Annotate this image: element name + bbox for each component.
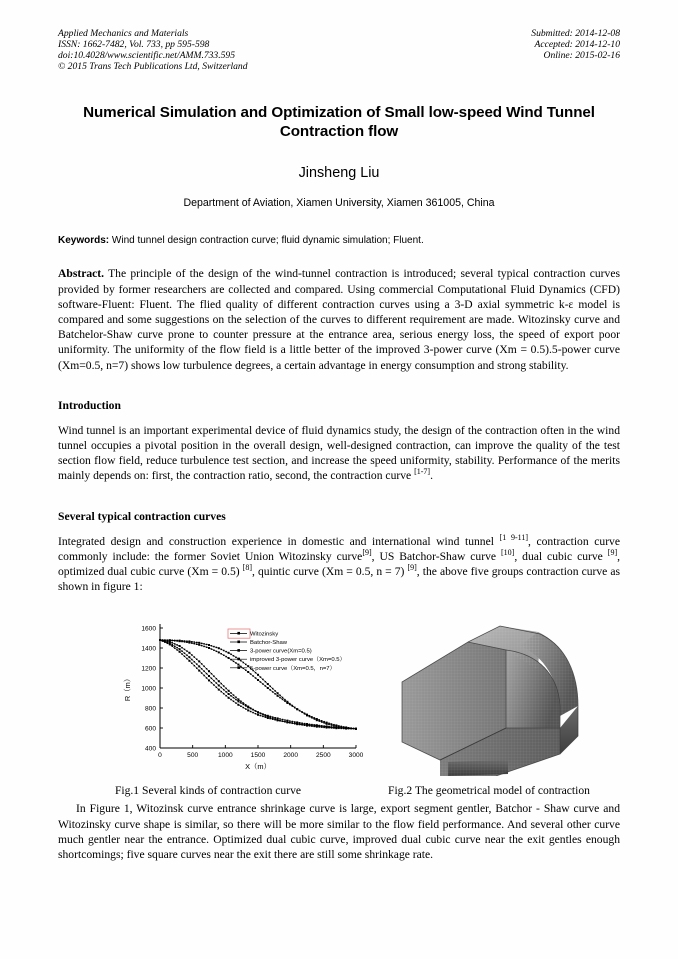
contraction-curve-chart (118, 608, 366, 776)
figure-captions (58, 784, 620, 797)
masthead-left (58, 28, 248, 72)
page-title: Numerical Simulation and Optimization of Small low-speed Wind Tunnel Contraction flow (83, 104, 595, 141)
copyright-line: © 2015 Trans Tech Publications Ltd, Switzerland (58, 61, 248, 73)
doi-line: doi:10.4028/www.scientific.net/AMM.733.595 (58, 50, 236, 62)
geometry-model-image (388, 610, 598, 776)
masthead-right (531, 28, 620, 61)
abstract-label: Abstract. (58, 267, 105, 281)
y-tick-label: 600 (144, 725, 156, 733)
x-tick-label: 500 (187, 752, 199, 760)
x-tick-label: 0 (158, 752, 162, 760)
y-tick-label: 1400 (141, 645, 156, 653)
journal-name: Applied Mechanics and Materials (58, 28, 189, 39)
x-tick-label: 3000 (348, 752, 364, 760)
figure-2-caption: Fig.2 The geometrical model of contraction (388, 784, 590, 798)
legend-item-label: Batchor-Shaw (250, 640, 287, 647)
figures-row (58, 608, 620, 780)
x-tick-label: 2000 (283, 752, 299, 760)
x-tick-label: 1500 (250, 752, 266, 760)
introduction-paragraph: Wind tunnel is an important experimental device of fluid dynamics study, the design of the contraction often in the wind tunnel occupies a pivotal position in the overall design, well-designed contraction, can improve the quality of the test section flow field, reduce turbulence test section, and increase the speed uniformity, stability. Performance of the merits mainly depends on: first, the contraction ratio, second, the contraction curve [1-7]. (58, 423, 620, 483)
x-tick-label: 1000 (217, 752, 233, 760)
figure-1-chart (118, 608, 366, 776)
legend-item-label: improved 3-power curve（Xm=0.5） (250, 657, 346, 664)
legend-item-label: Witozinsky (250, 631, 279, 638)
keywords-label: Keywords: (58, 235, 110, 247)
x-axis-title: X（m） (245, 762, 271, 772)
issn-line: ISSN: 1662-7482, Vol. 733, pp 595-598 (58, 39, 210, 51)
author-name: Jinsheng Liu (298, 165, 380, 182)
y-axis-title: R（m） (123, 675, 132, 702)
page-content (58, 28, 620, 862)
keywords-line (58, 235, 620, 246)
online-date: Online: 2015-02-16 (543, 50, 620, 62)
accepted-date: Accepted: 2014-12-10 (534, 39, 620, 51)
section-heading-introduction: Introduction (58, 398, 121, 412)
y-tick-label: 800 (144, 705, 156, 713)
figure-1-caption: Fig.1 Several kinds of contraction curve (114, 784, 302, 798)
submitted-date: Submitted: 2014-12-08 (531, 28, 620, 39)
x-tick-label: 2500 (315, 752, 331, 760)
legend-item-label: 3-power curve(Xm=0.5) (250, 649, 312, 656)
y-tick-label: 400 (144, 745, 156, 753)
curves-paragraph: Integrated design and construction experience in domestic and international wind tunnel [1 9-11], contraction curve commonly include: the former Soviet Union Witozinsky curve[9], US Batchor-Shaw curve [10], dual cubic curve [9], optimized dual cubic curve (Xm = 0.5) [8], quintic curve (Xm = 0.5, n = 7) [9], the above five groups contraction curve as shown in figure 1: (58, 532, 621, 594)
masthead (58, 28, 620, 72)
closing-paragraph: In Figure 1, Witozinsk curve entrance shrinkage curve is large, export segment gentler, Batchor - Shaw curve and Witozinsky curve shape is similar, so there will be more similar to the flow field performance. And several other curve much gentler near the entrance. Optimized dual cubic curve, improved dual cubic curve near the exit gentles enough shortcomings; five square curves near the exit there are still some shrinkage rate. (58, 802, 620, 862)
figure-2-geometry (388, 610, 598, 776)
y-tick-label: 1600 (141, 625, 156, 633)
abstract-text: The principle of the design of the wind-tunnel contraction is introduced; several typical contraction curves provided by former researchers are collected and compared. Using commercial Computational Fluid Dynamics (CFD) software-Fluent: Fluent. The flied quality of different contraction curves using a 3-D axial symmetric k-ε model is compared and some suggestions on the selection of the curves to different requirement are made. Witozinsky curve and Batchelor-Shaw curve prone to counter pressure at the entrance area, serious energy loss, the speed of export poor uniformity. The uniformity of the flow field is a little better of the improved 3-power curve (Xm = 0.5).5-power curve (Xm=0.5, n=7) shows low turbulence degrees, a certain advantage in energy consumption and strong stability. (58, 267, 620, 372)
y-tick-label: 1000 (141, 685, 156, 693)
abstract-paragraph (58, 266, 620, 372)
legend-item-label: 5-power curve（Xm=0.5，n=7） (250, 666, 336, 673)
author-affiliation: Department of Aviation, Xiamen University, Xiamen 361005, China (183, 197, 495, 210)
y-tick-label: 1200 (141, 665, 156, 673)
section-heading-curves: Several typical contraction curves (58, 509, 226, 523)
keywords-value: Wind tunnel design contraction curve; fluid dynamic simulation; Fluent. (111, 235, 424, 247)
